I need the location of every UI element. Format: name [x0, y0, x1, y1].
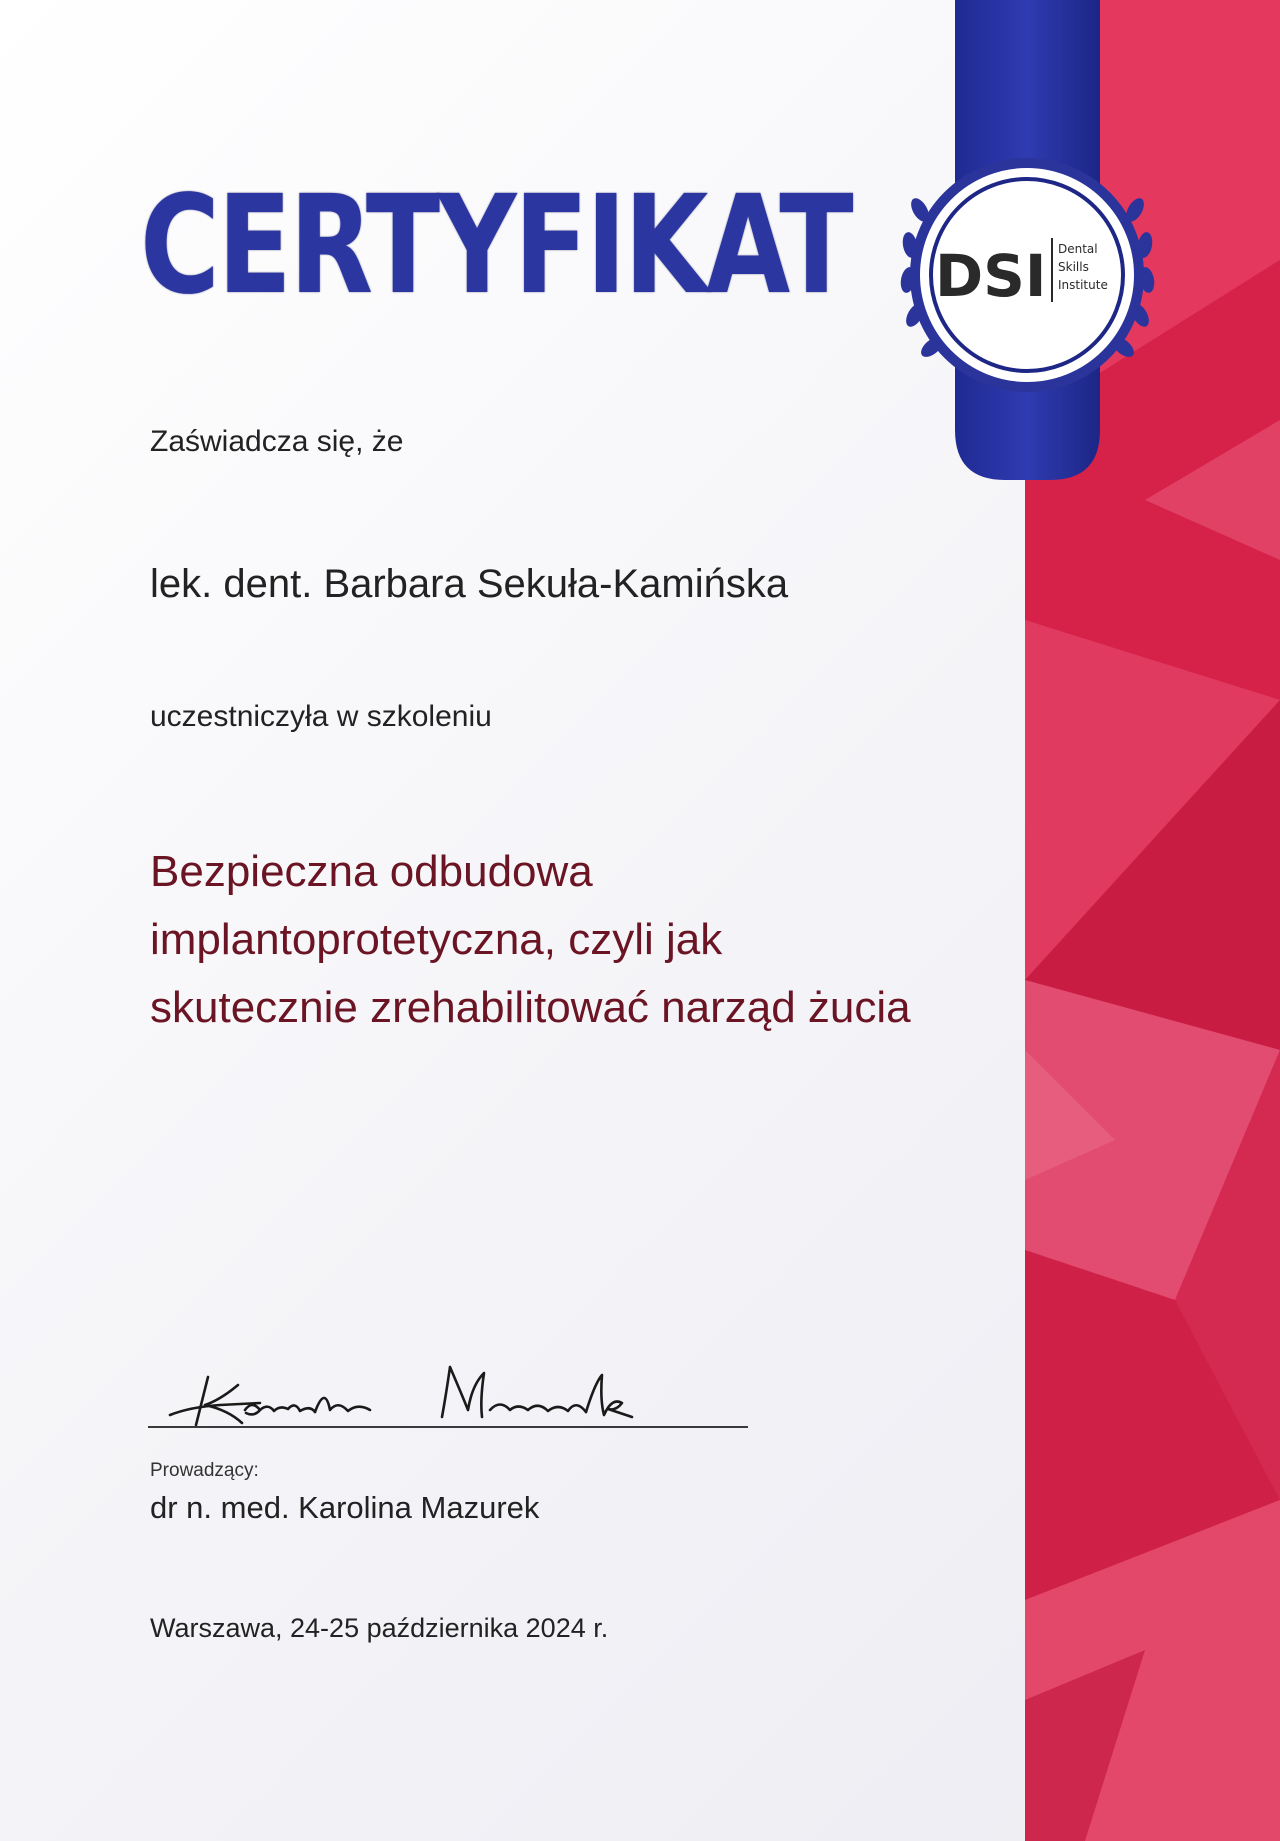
lecturer-name: dr n. med. Karolina Mazurek — [150, 1490, 540, 1525]
signature — [150, 1355, 750, 1435]
place-and-date: Warszawa, 24-25 października 2024 r. — [150, 1613, 609, 1643]
course-title-line: implantoprotetyczna, czyli jak — [150, 915, 723, 964]
logo-initials: DSI — [935, 242, 1047, 310]
course-title-line: Bezpieczna odbudowa — [150, 847, 593, 896]
certificate-title: CERTYFIKAT — [140, 167, 852, 325]
dsi-logo-seal — [890, 150, 1165, 400]
course-title — [150, 838, 1050, 1042]
attestation-text: Zaświadcza się, że — [150, 425, 404, 458]
signature-line — [148, 1426, 748, 1428]
course-title-line: skutecznie zrehabilitować narząd żucia — [150, 983, 911, 1032]
participation-text: uczestniczyła w szkoleniu — [150, 700, 492, 733]
lecturer-label: Prowadzący: — [150, 1460, 259, 1481]
logo-line-1: Dental — [1058, 242, 1098, 256]
logo-line-2: Skills — [1058, 260, 1089, 274]
logo-line-3: Institute — [1058, 278, 1108, 292]
recipient-name: lek. dent. Barbara Sekuła-Kamińska — [150, 562, 789, 606]
